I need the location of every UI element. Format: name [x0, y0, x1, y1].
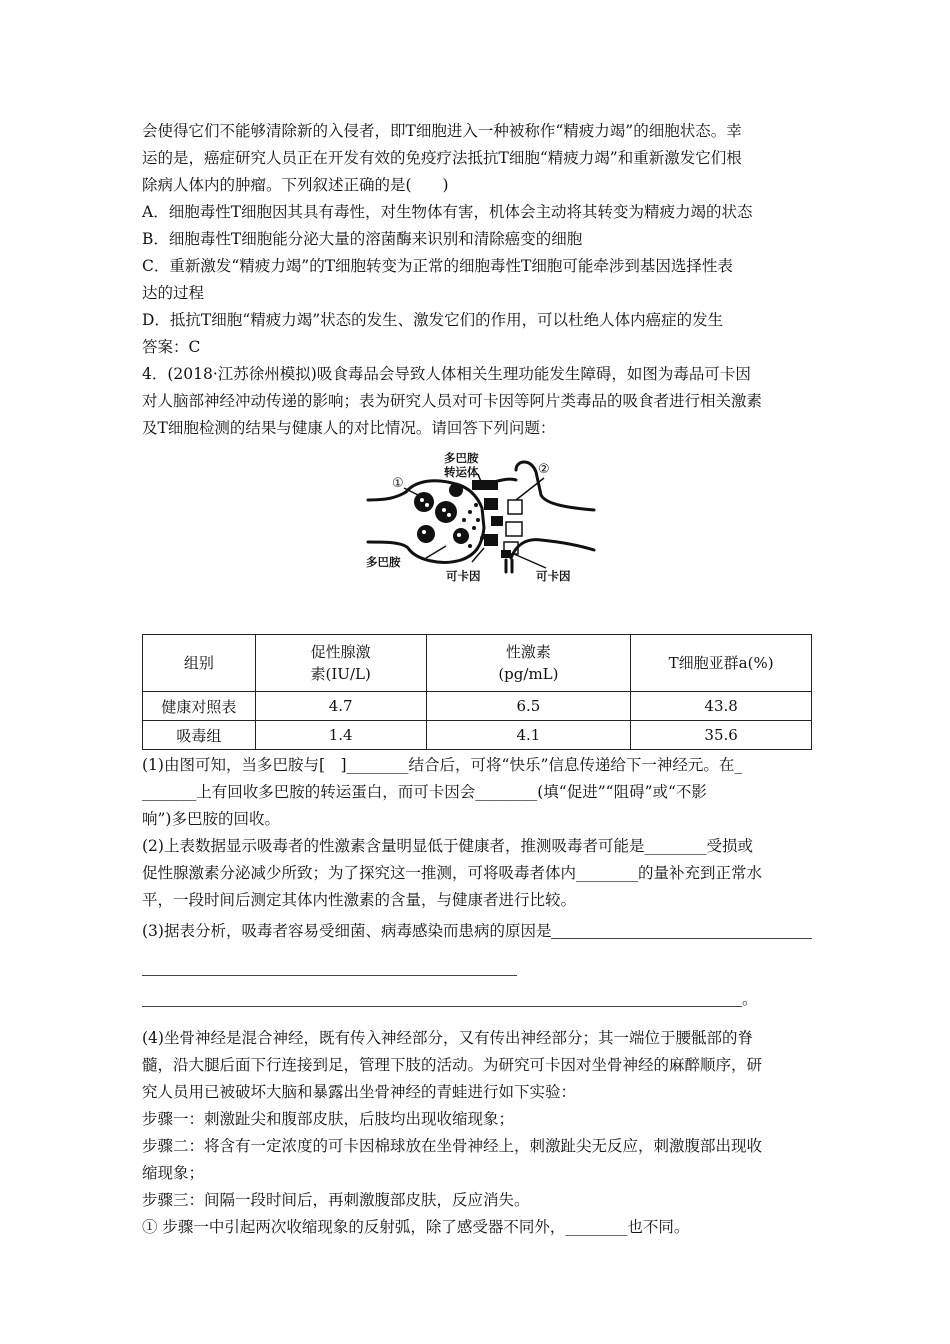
sub1-line-1: (1)由图可知，当多巴胺与[ ]________结合后，可将“快乐”信息传递给下一神经元。在_ [142, 756, 743, 774]
q3-stem-line-2: 运的是，癌症研究人员正在开发有效的免疫疗法抵抗T细胞“精疲力竭”和重新激发它们根 [142, 149, 742, 167]
header-gonadotropin-line-2: 素(IU/L) [310, 665, 371, 683]
marker-2-label: ② [538, 462, 550, 477]
step-2-line-2: 缩现象； [142, 1164, 205, 1182]
step-3: 步骤三：间隔一段时间后，再刺激腹部皮肤，反应消失。 [142, 1191, 530, 1209]
sub3-line-1 [142, 914, 812, 945]
question-3-block [142, 118, 812, 585]
header-group: 组别 [143, 635, 256, 692]
q3-stem-line-3: 除病人体内的肿瘤。下列叙述正确的是( ) [142, 176, 449, 194]
table-cell: 4.1 [426, 721, 631, 750]
sub2-line-3: 平，一段时间后测定其体内性激素的含量，与健康者进行比较。 [142, 891, 577, 909]
sub4-line-2: 髓，沿大腿后面下行连接到足，管理下肢的活动。为研究可卡因对坐骨神经的麻醉顺序，研 [142, 1056, 763, 1074]
table-cell: 4.7 [255, 692, 426, 721]
table-header-row [143, 635, 812, 692]
sub4-line-3: 究人员用已被破坏大脑和暴露出坐骨神经的青蛙进行如下实验： [142, 1083, 577, 1101]
sub3-line-3 [142, 982, 812, 1013]
hormone-t-cell-table [142, 634, 812, 750]
sub4-line-1: (4)坐骨神经是混合神经，既有传入神经部分，又有传出神经部分；其一端位于腰骶部的脊 [142, 1029, 753, 1047]
header-gonadotropin-line-1: 促性腺激 [310, 643, 371, 661]
sub3-prompt: (3)据表分析，吸毒者容易受细菌、病毒感染而患病的原因是 [142, 922, 552, 940]
sub4-question-1: ① 步骤一中引起两次收缩现象的反射弧，除了感受器不同外，________也不同。 [142, 1218, 690, 1236]
cocaine-label-left: 可卡因 [446, 569, 481, 583]
dopamine-label: 多巴胺 [366, 555, 401, 569]
sub2-line-1: (2)上表数据显示吸毒者的性激素含量明显低于健康者，推测吸毒者可能是________受损或 [142, 837, 753, 855]
cocaine-label-right: 可卡因 [536, 569, 571, 583]
dopamine-transporter-label-line-2: 转运体 [444, 465, 479, 479]
table-row [143, 692, 812, 721]
q3-stem-line-1: 会使得它们不能够清除新的入侵者，即T细胞进入一种被称作“精疲力竭”的细胞状态。幸 [142, 122, 742, 140]
table-cell: 1.4 [255, 721, 426, 750]
q3-option-c-line-2: 达的过程 [142, 284, 205, 302]
q3-option-d: D．抵抗T细胞“精疲力竭”状态的发生、激发它们的作用，可以杜绝人体内癌症的发生 [142, 311, 724, 329]
step-2-line-1: 步骤二：将含有一定浓度的可卡因棉球放在坐骨神经上，刺激趾尖无反应，刺激腹部出现收 [142, 1137, 763, 1155]
q3-option-b: B．细胞毒性T细胞能分泌大量的溶菌酶来识别和清除癌变的细胞 [142, 230, 583, 248]
sub1-line-2: _______上有回收多巴胺的转运蛋白，而可卡因会________(填“促进”“阻碍”或“不影 [142, 783, 707, 801]
table-cell: 43.8 [631, 692, 812, 721]
q4-intro-line-3: 及T细胞检测的结果与健康人的对比情况。请回答下列问题： [142, 419, 556, 437]
answer-blank-line [142, 982, 742, 1007]
q4-intro-line-1: 4．(2018·江苏徐州模拟)吸食毒品会导致人体相关生理功能发生障碍，如图为毒品可卡因 [142, 365, 751, 383]
synapse-diagram [366, 450, 596, 585]
header-sex-hormone-line-1: 性激素 [505, 643, 551, 661]
sub1-line-3: 响”)多巴胺的回收。 [142, 810, 280, 828]
sub2-line-2: 促性腺激素分泌减少所致；为了探究这一推测，可将吸毒者体内________的量补充到正常水 [142, 864, 763, 882]
table-cell: 健康对照表 [143, 692, 256, 721]
q3-option-a: A．细胞毒性T细胞因其具有毒性，对生物体有害，机体会主动将其转变为精疲力竭的状态 [142, 203, 753, 221]
q3-option-c-line-1: C．重新激发“精疲力竭”的T细胞转变为正常的细胞毒性T细胞可能牵涉到基因选择性表 [142, 257, 733, 275]
table-cell: 35.6 [631, 721, 812, 750]
header-gonadotropin [255, 635, 426, 692]
question-4-subquestions [142, 752, 812, 1241]
header-sex-hormone [426, 635, 631, 692]
step-1: 步骤一：刺激趾尖和腹部皮肤，后肢均出现收缩现象； [142, 1110, 515, 1128]
q4-intro-line-2: 对人脑部神经冲动传递的影响；表为研究人员对可卡因等阿片类毒品的吸食者进行相关激素 [142, 392, 763, 410]
answer-blank-line [551, 914, 812, 939]
table-row [143, 721, 812, 750]
header-sex-hormone-line-2: (pg/mL) [498, 665, 559, 683]
marker-1-label: ① [392, 476, 404, 491]
q3-answer: 答案：C [142, 338, 201, 356]
sub3-end-mark: 。 [742, 990, 758, 1008]
answer-blank-line [142, 951, 517, 976]
table-cell: 6.5 [426, 692, 631, 721]
table-cell: 吸毒组 [143, 721, 256, 750]
header-t-cell: T细胞亚群a(%) [631, 635, 812, 692]
spacer [142, 1013, 812, 1025]
dopamine-transporter-label-line-1: 多巴胺 [444, 451, 479, 465]
